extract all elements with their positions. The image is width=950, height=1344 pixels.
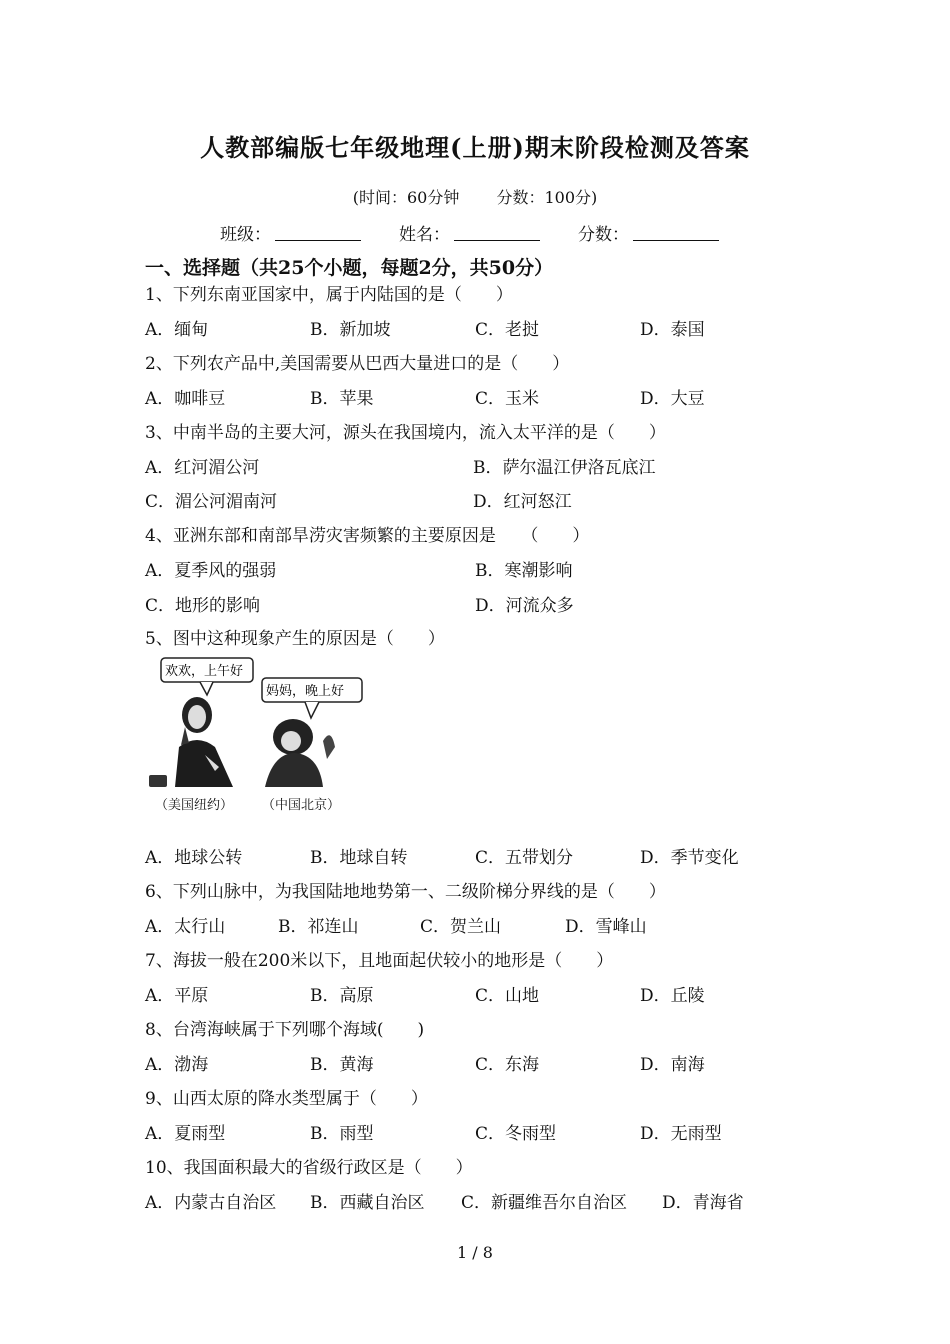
class-blank[interactable] bbox=[275, 220, 361, 241]
question-8: 8、台湾海峡属于下列哪个海域( ) bbox=[145, 1020, 425, 1040]
q4-option-d: D．河流众多 bbox=[475, 596, 574, 616]
q3-option-a: A．红河湄公河 bbox=[145, 458, 260, 478]
question-2: 2、下列农产品中,美国需要从巴西大量进口的是（ ） bbox=[145, 354, 570, 374]
exam-meta bbox=[0, 185, 950, 208]
q7-option-b: B．高原 bbox=[310, 986, 374, 1006]
q5-option-b: B．地球自转 bbox=[310, 848, 408, 868]
q8-option-b: B．黄海 bbox=[310, 1055, 374, 1075]
score-blank[interactable] bbox=[633, 220, 719, 241]
q10-option-a: A．内蒙古自治区 bbox=[145, 1193, 277, 1213]
q2-option-c: C．玉米 bbox=[475, 389, 540, 409]
q1-option-d: D．泰国 bbox=[640, 320, 705, 340]
question-3: 3、中南半岛的主要大河，源头在我国境内，流入太平洋的是（ ） bbox=[145, 423, 666, 443]
q8-option-a: A．渤海 bbox=[145, 1055, 209, 1075]
q6-option-a: A．太行山 bbox=[145, 917, 226, 937]
name-field bbox=[399, 220, 540, 245]
section-heading: 一、选择题（共25个小题，每题2分，共50分） bbox=[145, 257, 554, 279]
name-blank[interactable] bbox=[454, 220, 540, 241]
q9-option-a: A．夏雨型 bbox=[145, 1124, 226, 1144]
caption-new-york: （美国纽约） bbox=[155, 798, 234, 813]
student-info-row bbox=[220, 220, 757, 245]
q10-option-c: C．新疆维吾尔自治区 bbox=[461, 1193, 628, 1213]
q2-option-a: A．咖啡豆 bbox=[145, 389, 226, 409]
question-7: 7、海拔一般在200米以下，且地面起伏较小的地形是（ ） bbox=[145, 951, 614, 971]
child-figure bbox=[265, 719, 335, 787]
time-zone-illustration bbox=[145, 655, 370, 815]
question-4: 4、亚洲东部和南部旱涝灾害频繁的主要原因是 （ ） bbox=[145, 526, 590, 546]
q2-option-b: B．苹果 bbox=[310, 389, 374, 409]
q8-option-d: D．南海 bbox=[640, 1055, 705, 1075]
document-title: 人教部编版七年级地理(上册)期末阶段检测及答案 bbox=[200, 133, 750, 162]
exam-total-score: 分数：100分) bbox=[496, 188, 598, 207]
q6-option-d: D．雪峰山 bbox=[565, 917, 647, 937]
q3-option-b: B．萨尔温江伊洛瓦底江 bbox=[473, 458, 656, 478]
speech-bubble-right-tail bbox=[305, 702, 319, 718]
q7-option-d: D．丘陵 bbox=[640, 986, 705, 1006]
bubble-left-text: 欢欢，上午好 bbox=[165, 664, 244, 679]
q8-option-c: C．东海 bbox=[475, 1055, 540, 1075]
q1-option-c: C．老挝 bbox=[475, 320, 540, 340]
score-field bbox=[578, 220, 719, 245]
class-label: 班级： bbox=[220, 225, 271, 245]
q6-option-b: B．祁连山 bbox=[278, 917, 359, 937]
mother-figure bbox=[149, 697, 233, 787]
question-6: 6、下列山脉中，为我国陆地地势第一、二级阶梯分界线的是（ ） bbox=[145, 882, 666, 902]
question-10: 10、我国面积最大的省级行政区是（ ） bbox=[145, 1158, 473, 1178]
q2-option-d: D．大豆 bbox=[640, 389, 705, 409]
bubble-right-text: 妈妈，晚上好 bbox=[266, 684, 345, 699]
q4-option-c: C．地形的影响 bbox=[145, 596, 261, 616]
q9-option-b: B．雨型 bbox=[310, 1124, 374, 1144]
q5-option-c: C．五带划分 bbox=[475, 848, 574, 868]
q9-option-d: D．无雨型 bbox=[640, 1124, 722, 1144]
q1-option-a: A．缅甸 bbox=[145, 320, 209, 340]
q1-option-b: B．新加坡 bbox=[310, 320, 391, 340]
q7-option-c: C．山地 bbox=[475, 986, 540, 1006]
q10-option-b: B．西藏自治区 bbox=[310, 1193, 425, 1213]
name-label: 姓名： bbox=[399, 225, 450, 245]
class-field bbox=[220, 220, 361, 245]
telephone-icon bbox=[149, 775, 167, 787]
q5-option-a: A．地球公转 bbox=[145, 848, 243, 868]
q9-option-c: C．冬雨型 bbox=[475, 1124, 557, 1144]
q3-option-c: C．湄公河湄南河 bbox=[145, 492, 278, 512]
exam-time: (时间：60分钟 bbox=[352, 188, 460, 207]
caption-beijing: （中国北京） bbox=[262, 798, 341, 813]
score-label: 分数： bbox=[578, 225, 629, 245]
question-5: 5、图中这种现象产生的原因是（ ） bbox=[145, 629, 445, 649]
q4-option-b: B．寒潮影响 bbox=[475, 561, 573, 581]
speech-bubble-left-tail bbox=[200, 682, 213, 695]
question-1: 1、下列东南亚国家中，属于内陆国的是（ ） bbox=[145, 285, 513, 305]
q4-option-a: A．夏季风的强弱 bbox=[145, 561, 277, 581]
q10-option-d: D．青海省 bbox=[662, 1193, 744, 1213]
question-9: 9、山西太原的降水类型属于（ ） bbox=[145, 1089, 428, 1109]
illustration-svg bbox=[145, 655, 370, 815]
q5-option-d: D．季节变化 bbox=[640, 848, 739, 868]
q6-option-c: C．贺兰山 bbox=[420, 917, 502, 937]
q3-option-d: D．红河怒江 bbox=[473, 492, 572, 512]
q7-option-a: A．平原 bbox=[145, 986, 209, 1006]
page-number: 1 / 8 bbox=[457, 1243, 493, 1262]
